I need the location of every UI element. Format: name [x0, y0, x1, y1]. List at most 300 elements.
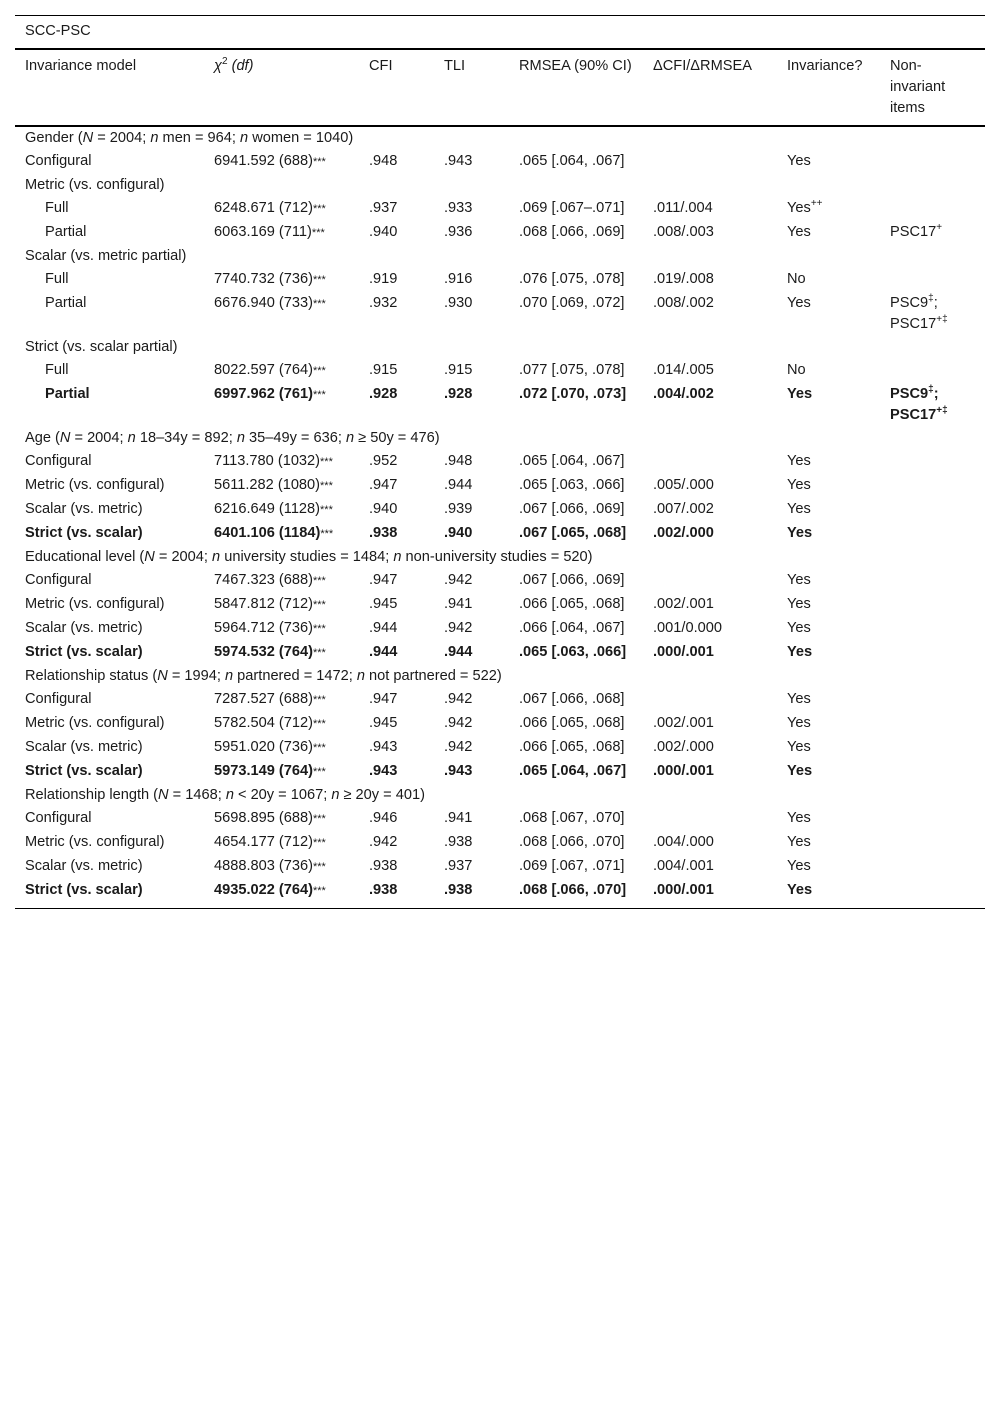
item-marker: +‡ [936, 314, 948, 326]
invariance-value: Yes [787, 386, 813, 402]
cell-tli: .930 [444, 295, 473, 311]
cell-delta: .002/.000 [653, 739, 714, 755]
cell-model: Configural [25, 810, 92, 826]
cell-chi-square [204, 593, 359, 617]
cell-invariance [777, 336, 880, 359]
chi-value: 7740.732 (736) [214, 271, 313, 287]
cell-tli: .939 [444, 501, 473, 517]
section-label-part: n [240, 130, 249, 146]
cell-rmsea: .067 [.066, .068] [519, 691, 625, 707]
header-tli: TLI [434, 49, 509, 126]
cell-tli: .940 [444, 525, 473, 541]
cell-delta: .001/0.000 [653, 620, 722, 636]
chi-value: 5974.532 (764) [214, 644, 313, 660]
significance-stars: *** [313, 837, 326, 849]
cell-cfi: .940 [369, 501, 398, 517]
cell-rmsea: .069 [.067–.071] [519, 200, 625, 216]
cell-cfi: .948 [369, 153, 398, 169]
cell-delta: .000/.001 [653, 763, 714, 779]
cell-chi-square [204, 221, 359, 245]
cell-tli [434, 174, 509, 197]
cell-chi-square [204, 197, 359, 221]
cell-chi-square [204, 150, 359, 174]
cell-chi-square [204, 359, 359, 383]
table-row [15, 688, 985, 712]
cell-invariance [777, 221, 880, 245]
cell-invariance [777, 474, 880, 498]
cell-cfi: .937 [369, 200, 398, 216]
cell-tli [434, 336, 509, 359]
cell-rmsea: .065 [.063, .066] [519, 477, 625, 493]
section-label-part: = 2004; [70, 430, 128, 446]
cell-tli: .915 [444, 362, 473, 378]
invariance-value: Yes [787, 810, 811, 826]
cell-rmsea: .067 [.066, .069] [519, 572, 625, 588]
cell-noninvariant-items [880, 245, 985, 268]
cell-cfi: .947 [369, 691, 398, 707]
section-label-part: ≥ 50y = 476) [354, 430, 440, 446]
header-noninvariant-items: Non-invariant items [880, 49, 985, 126]
item-marker: ‡ [928, 384, 934, 396]
chi-value: 6997.962 (761) [214, 386, 313, 402]
significance-stars: *** [313, 647, 326, 659]
cell-delta: .004/.002 [653, 386, 714, 402]
section-label-part: 35–49y = 636; [244, 430, 346, 446]
section-label-part: < 20y = 1067; [233, 787, 332, 803]
cell-invariance [777, 359, 880, 383]
section-label-part: N [158, 787, 169, 803]
cell-chi-square [204, 383, 359, 427]
cell-delta: .004/.001 [653, 858, 714, 874]
cell-cfi: .938 [369, 858, 398, 874]
section-label [15, 126, 985, 150]
table-row [15, 807, 985, 831]
section-label-part: Educational level ( [25, 549, 145, 565]
table-row [15, 879, 985, 909]
section-label-part: = 1468; [168, 787, 226, 803]
cell-rmsea: .066 [.064, .067] [519, 620, 625, 636]
table-title: SCC-PSC [15, 16, 985, 50]
cell-model: Scalar (vs. metric) [25, 739, 143, 755]
cell-cfi: .947 [369, 572, 398, 588]
chi-value: 6676.940 (733) [214, 295, 313, 311]
header-chi-symbol: χ [214, 58, 222, 74]
cell-delta [643, 245, 777, 268]
cell-model: Metric (vs. configural) [25, 177, 165, 193]
cell-noninvariant-items [880, 831, 985, 855]
cell-noninvariant-items [880, 150, 985, 174]
cell-cfi: .944 [369, 644, 398, 660]
chi-value: 5698.895 (688) [214, 810, 313, 826]
cell-tli: .943 [444, 763, 473, 779]
cell-tli: .942 [444, 715, 473, 731]
invariance-value: Yes [787, 295, 811, 311]
section-label-part: men = 964; [158, 130, 241, 146]
header-chi-sup: 2 [221, 56, 228, 68]
table-row [15, 498, 985, 522]
cell-rmsea: .068 [.066, .070] [519, 834, 625, 850]
section-label-part: not partnered = 522) [364, 668, 502, 684]
cell-invariance [777, 292, 880, 336]
cell-model: Partial [45, 224, 87, 240]
table-row [15, 359, 985, 383]
cell-invariance [777, 855, 880, 879]
cell-invariance [777, 383, 880, 427]
chi-value: 5973.149 (764) [214, 763, 313, 779]
cell-model: Scalar (vs. metric) [25, 620, 143, 636]
section-label-part: N [157, 668, 168, 684]
cell-chi-square [204, 879, 359, 909]
cell-noninvariant-items [880, 450, 985, 474]
cell-invariance [777, 593, 880, 617]
cell-rmsea: .067 [.065, .068] [519, 525, 627, 541]
cell-cfi: .946 [369, 810, 398, 826]
cell-invariance [777, 736, 880, 760]
section-row [15, 546, 985, 569]
item-marker: +‡ [936, 405, 948, 417]
section-row [15, 126, 985, 150]
cell-model: Metric (vs. configural) [25, 477, 165, 493]
cell-cfi [359, 336, 434, 359]
invariance-value: Yes [787, 620, 811, 636]
section-label-part: 18–34y = 892; [135, 430, 237, 446]
cell-invariance [777, 807, 880, 831]
cell-noninvariant-items [880, 292, 985, 336]
cell-tli: .942 [444, 739, 473, 755]
cell-noninvariant-items [880, 474, 985, 498]
cell-rmsea: .069 [.067, .071] [519, 858, 625, 874]
invariance-value: Yes [787, 224, 811, 240]
cell-invariance [777, 641, 880, 665]
chi-value: 5847.812 (712) [214, 596, 313, 612]
significance-stars: *** [313, 885, 326, 897]
cell-delta [643, 336, 777, 359]
significance-stars: *** [320, 480, 333, 492]
cell-delta: .002/.000 [653, 525, 714, 541]
cell-rmsea: .065 [.064, .067] [519, 453, 625, 469]
cell-invariance [777, 245, 880, 268]
cell-rmsea [509, 245, 643, 268]
section-label-part: Relationship length ( [25, 787, 159, 803]
cell-tli: .941 [444, 810, 473, 826]
cell-model: Scalar (vs. metric partial) [25, 248, 187, 264]
cell-rmsea: .066 [.065, .068] [519, 739, 625, 755]
cell-invariance [777, 498, 880, 522]
cell-noninvariant-items [880, 569, 985, 593]
significance-stars: *** [313, 365, 326, 377]
cell-noninvariant-items [880, 221, 985, 245]
item-separator: ; [933, 386, 939, 402]
header-delta: ΔCFI/ΔRMSEA [643, 49, 777, 126]
cell-chi-square [204, 712, 359, 736]
cell-noninvariant-items [880, 498, 985, 522]
significance-stars: *** [313, 298, 326, 310]
cell-cfi: .943 [369, 739, 398, 755]
table-row [15, 383, 985, 427]
cell-chi-square [204, 760, 359, 784]
cell-cfi: .915 [369, 362, 398, 378]
significance-stars: *** [313, 274, 326, 286]
cell-rmsea [509, 174, 643, 197]
section-label-part: Relationship status ( [25, 668, 158, 684]
cell-invariance [777, 150, 880, 174]
cell-model: Full [45, 362, 69, 378]
invariance-value: Yes [787, 763, 813, 779]
cell-rmsea: .068 [.067, .070] [519, 810, 625, 826]
cell-invariance [777, 268, 880, 292]
cell-tli: .938 [444, 834, 473, 850]
cell-delta: .008/.003 [653, 224, 714, 240]
invariance-value: Yes [787, 153, 811, 169]
cell-cfi: .947 [369, 477, 398, 493]
significance-stars: *** [313, 742, 326, 754]
invariance-value: Yes [787, 501, 811, 517]
item-name: PSC17 [890, 224, 937, 240]
table-row [15, 450, 985, 474]
section-label-part: = 1994; [167, 668, 225, 684]
cell-noninvariant-items [880, 197, 985, 221]
cell-chi-square [204, 736, 359, 760]
section-label-part: n [127, 430, 136, 446]
table-row [15, 593, 985, 617]
cell-tli: .938 [434, 879, 509, 909]
cell-delta [643, 688, 777, 712]
chi-value: 7113.780 (1032) [214, 453, 321, 469]
cell-delta: .005/.000 [653, 477, 714, 493]
table-row [15, 150, 985, 174]
section-label-part: n [212, 549, 221, 565]
chi-value: 6941.592 (688) [214, 153, 313, 169]
invariance-value: No [787, 271, 806, 287]
cell-rmsea: .066 [.065, .068] [519, 715, 625, 731]
section-label-part: partnered = 1472; [233, 668, 357, 684]
cell-model: Strict (vs. scalar) [25, 644, 143, 660]
cell-invariance [777, 760, 880, 784]
cell-model: Configural [25, 572, 92, 588]
cell-chi-square [204, 807, 359, 831]
table-row [15, 522, 985, 546]
cell-noninvariant-items [880, 593, 985, 617]
invariance-value: Yes [787, 572, 811, 588]
cell-noninvariant-items [880, 807, 985, 831]
cell-noninvariant-items [880, 383, 985, 427]
invariance-value: Yes [787, 596, 811, 612]
header-invariance: Invariance? [777, 49, 880, 126]
section-row [15, 665, 985, 688]
significance-stars: *** [313, 599, 326, 611]
cell-rmsea: .067 [.066, .069] [519, 501, 625, 517]
invariance-value: Yes [787, 477, 811, 493]
cell-tli: .948 [444, 453, 473, 469]
cell-tli: .937 [444, 858, 473, 874]
cell-noninvariant-items [880, 712, 985, 736]
cell-chi-square [204, 336, 359, 359]
table-header-row [15, 49, 985, 126]
significance-stars: *** [313, 718, 326, 730]
item-marker: + [936, 222, 943, 234]
significance-stars: *** [320, 528, 334, 540]
item-name: PSC17 [890, 407, 937, 423]
cell-model: Configural [25, 453, 92, 469]
cell-noninvariant-items [880, 760, 985, 784]
table-row [15, 760, 985, 784]
cell-cfi: .932 [369, 295, 398, 311]
cell-delta: .007/.002 [653, 501, 714, 517]
cell-delta: .002/.001 [653, 715, 714, 731]
chi-value: 6063.169 (711) [214, 224, 312, 240]
invariance-value: Yes [787, 858, 811, 874]
cell-noninvariant-items [880, 736, 985, 760]
cell-noninvariant-items [880, 336, 985, 359]
significance-stars: *** [313, 766, 326, 778]
cell-chi-square [204, 569, 359, 593]
cell-tli: .936 [444, 224, 473, 240]
section-label-part: women = 1040) [248, 130, 354, 146]
cell-model: Strict (vs. scalar partial) [25, 339, 178, 355]
section-label-part: n [345, 430, 355, 446]
cell-tli: .942 [444, 620, 473, 636]
cell-tli: .944 [444, 644, 473, 660]
significance-stars: *** [313, 623, 326, 635]
cell-cfi: .942 [369, 834, 398, 850]
cell-tli: .928 [444, 386, 473, 402]
chi-value: 5611.282 (1080) [214, 477, 321, 493]
cell-cfi [359, 245, 434, 268]
cell-chi-square [204, 498, 359, 522]
cell-chi-square [204, 292, 359, 336]
invariance-value: Yes [787, 739, 811, 755]
cell-tli: .944 [444, 477, 473, 493]
cell-delta: .002/.001 [653, 596, 714, 612]
section-label [15, 665, 985, 688]
cell-invariance [777, 174, 880, 197]
table-row [15, 569, 985, 593]
chi-value: 4888.803 (736) [214, 858, 313, 874]
cell-rmsea: .072 [.070, .073] [519, 386, 627, 402]
cell-delta: .000/.001 [643, 879, 777, 909]
item-name: PSC9 [890, 386, 929, 402]
significance-stars: *** [313, 861, 326, 873]
section-label-part: Gender ( [25, 130, 83, 146]
chi-value: 5964.712 (736) [214, 620, 313, 636]
significance-stars: *** [313, 575, 326, 587]
section-label-part: = 2004; [154, 549, 213, 565]
cell-invariance [777, 617, 880, 641]
cell-invariance [777, 712, 880, 736]
invariance-value: Yes [787, 200, 811, 216]
significance-stars: *** [313, 694, 326, 706]
cell-invariance [777, 197, 880, 221]
cell-rmsea [509, 336, 643, 359]
chi-value: 6216.649 (1128) [214, 501, 321, 517]
significance-stars: *** [311, 227, 325, 239]
significance-stars: *** [313, 813, 326, 825]
item-name: PSC17 [890, 316, 937, 332]
cell-chi-square [204, 268, 359, 292]
section-label-part: n [150, 130, 159, 146]
cell-noninvariant-items [880, 688, 985, 712]
section-label-part: n [225, 787, 234, 803]
cell-delta [643, 569, 777, 593]
cell-delta: .000/.001 [653, 644, 714, 660]
section-label-part: = 2004; [93, 130, 151, 146]
cell-invariance [777, 831, 880, 855]
significance-stars: *** [313, 156, 326, 168]
cell-rmsea: .065 [.063, .066] [519, 644, 627, 660]
cell-cfi: .938 [359, 879, 434, 909]
table-row [15, 292, 985, 336]
section-label-part: n [331, 787, 340, 803]
cell-model: Metric (vs. configural) [25, 715, 165, 731]
section-label-part: N [144, 549, 155, 565]
cell-model: Metric (vs. configural) [25, 834, 165, 850]
cell-model: Configural [25, 153, 92, 169]
cell-model: Scalar (vs. metric) [25, 501, 143, 517]
section-label-part: Age ( [25, 430, 60, 446]
cell-delta: .014/.005 [653, 362, 714, 378]
cell-noninvariant-items [880, 359, 985, 383]
chi-value: 5782.504 (712) [214, 715, 313, 731]
chi-value: 6248.671 (712) [214, 200, 313, 216]
cell-model: Configural [25, 691, 92, 707]
cell-model: Strict (vs. scalar) [15, 879, 204, 909]
section-label [15, 546, 985, 569]
cell-rmsea: .077 [.075, .078] [519, 362, 625, 378]
cell-chi-square [204, 688, 359, 712]
cell-delta: .004/.000 [653, 834, 714, 850]
cell-rmsea: .065 [.064, .067] [519, 153, 625, 169]
cell-delta [643, 807, 777, 831]
cell-cfi: .945 [369, 596, 398, 612]
item-name: PSC9 [890, 295, 929, 311]
cell-model: Full [45, 200, 69, 216]
cell-tli: .943 [444, 153, 473, 169]
cell-invariance [777, 688, 880, 712]
cell-rmsea: .066 [.065, .068] [519, 596, 625, 612]
cell-chi-square [204, 831, 359, 855]
cell-cfi: .952 [369, 453, 398, 469]
chi-value: 6401.106 (1184) [214, 525, 321, 541]
cell-model: Scalar (vs. metric) [25, 858, 143, 874]
table-row [15, 712, 985, 736]
cell-noninvariant-items [880, 617, 985, 641]
section-label-part: n [236, 430, 245, 446]
invariance-value: Yes [787, 453, 811, 469]
section-label-part: non-university studies = 520) [401, 549, 593, 565]
cell-chi-square [204, 474, 359, 498]
cell-cfi: .928 [369, 386, 398, 402]
item-marker: ‡ [928, 293, 934, 305]
cell-noninvariant-items [880, 855, 985, 879]
chi-value: 4654.177 (712) [214, 834, 313, 850]
table-row [15, 268, 985, 292]
cell-chi-square [204, 641, 359, 665]
cell-model: Strict (vs. scalar) [25, 525, 143, 541]
cell-rmsea: .068 [.066, .070] [509, 879, 643, 909]
cell-model: Metric (vs. configural) [25, 596, 165, 612]
cell-noninvariant-items [880, 879, 985, 909]
cell-invariance [777, 522, 880, 546]
invariance-marker: ++ [810, 198, 823, 210]
chi-value: 4935.022 (764) [214, 882, 313, 898]
cell-noninvariant-items [880, 268, 985, 292]
cell-invariance [777, 450, 880, 474]
table-row [15, 221, 985, 245]
cell-noninvariant-items [880, 641, 985, 665]
cell-chi-square [204, 245, 359, 268]
cell-noninvariant-items [880, 522, 985, 546]
section-row [15, 427, 985, 450]
